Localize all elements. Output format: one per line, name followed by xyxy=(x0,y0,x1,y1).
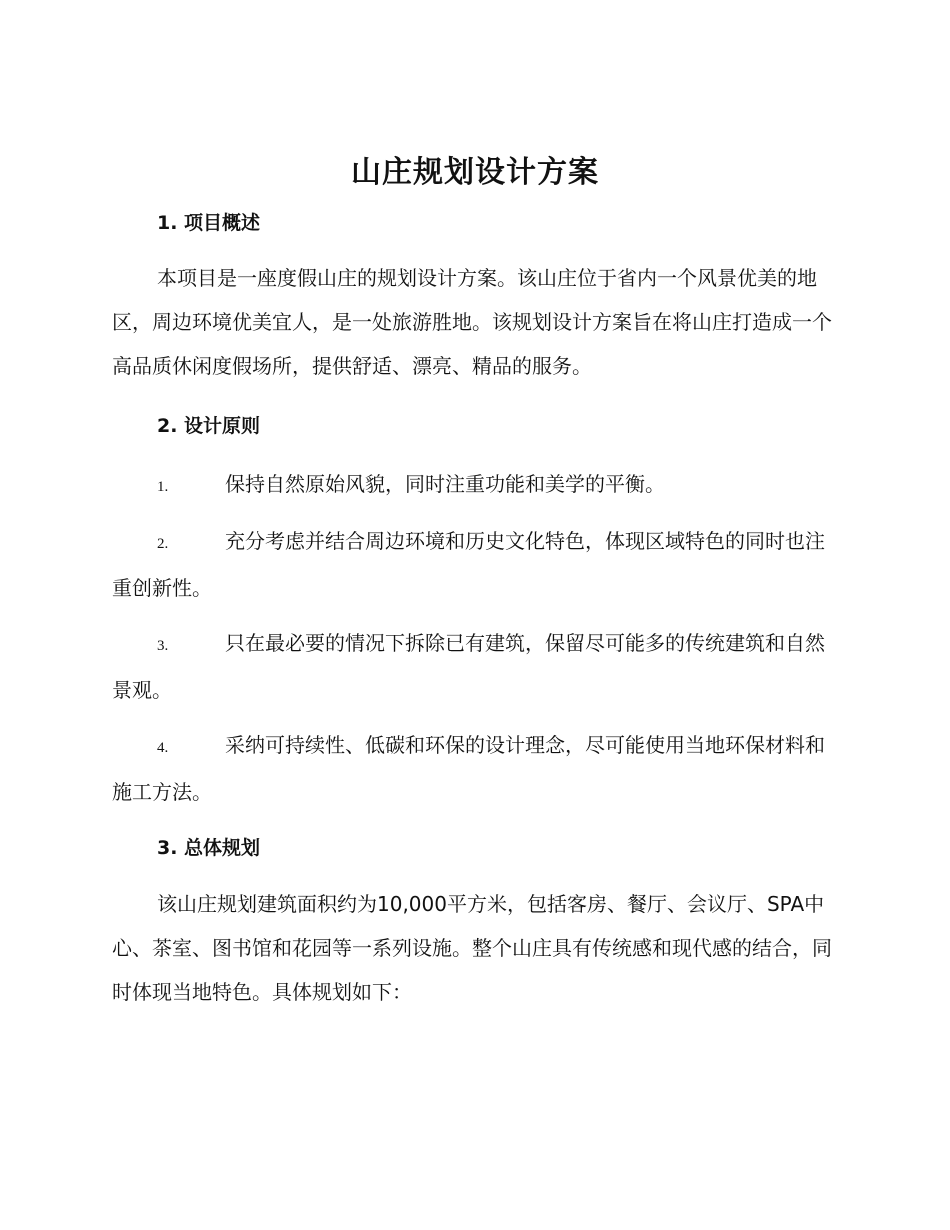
master-plan-paragraph: 该山庄规划建筑面积约为10,000平方米，包括客房、餐厅、会议厅、SPA中心、茶室、图书馆和花园等一系列设施。整个山庄具有传统感和现代感的结合，同时体现当地特色。具体规划如下： xyxy=(112,892,832,1004)
principle-item xyxy=(112,621,836,712)
list-number: 2. xyxy=(157,536,169,552)
list-text: 采纳可持续性、低碳和环保的设计理念，尽可能使用当地环保材料和施工方法。 xyxy=(112,733,825,804)
principle-item xyxy=(112,519,836,610)
document-title: 山庄规划设计方案 xyxy=(351,155,599,190)
list-text: 保持自然原始风貌，同时注重功能和美学的平衡。 xyxy=(225,472,665,496)
section-heading-master-plan: 3. 总体规划 xyxy=(157,837,261,859)
list-number: 4. xyxy=(157,740,169,756)
section-heading-overview: 1. 项目概述 xyxy=(157,212,261,234)
list-number: 3. xyxy=(157,638,169,654)
section-heading-principles: 2. 设计原则 xyxy=(157,415,261,437)
list-text: 充分考虑并结合周边环境和历史文化特色，体现区域特色的同时也注重创新性。 xyxy=(112,529,825,600)
list-text: 只在最必要的情况下拆除已有建筑，保留尽可能多的传统建筑和自然景观。 xyxy=(112,631,825,702)
list-number: 1. xyxy=(157,479,169,495)
principle-item xyxy=(112,723,836,814)
principle-item xyxy=(112,462,836,509)
overview-paragraph: 本项目是一座度假山庄的规划设计方案。该山庄位于省内一个风景优美的地区，周边环境优美宜人，是一处旅游胜地。该规划设计方案旨在将山庄打造成一个高品质休闲度假场所，提供舒适、漂亮、精品的服务。 xyxy=(112,266,832,378)
